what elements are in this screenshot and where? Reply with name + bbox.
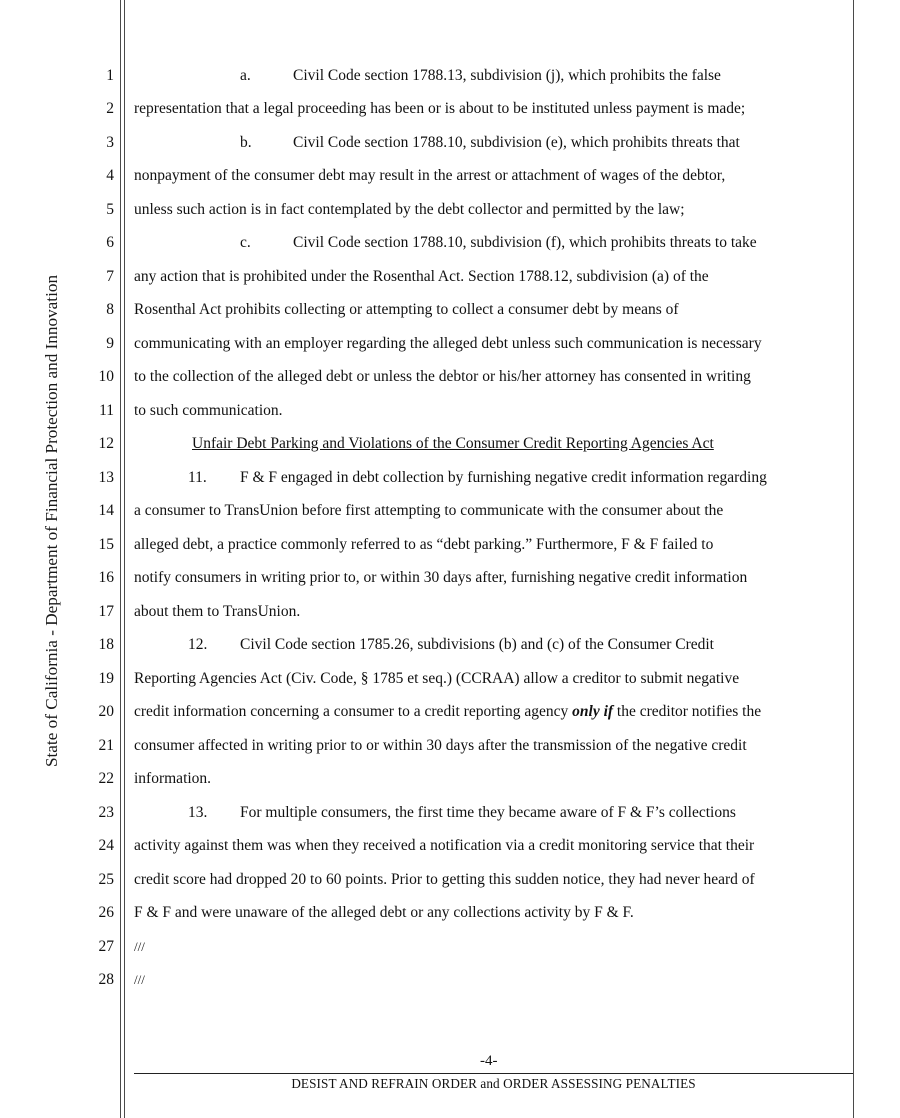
line-number: 4	[106, 167, 114, 184]
line-number: 16	[98, 569, 114, 586]
body-line: alleged debt, a practice commonly referred to as “debt parking.” Furthermore, F & F failed to	[134, 536, 714, 553]
body-line: Civil Code section 1788.10, subdivision (f), which prohibits threats to take	[293, 234, 757, 251]
paragraph-number: 11.	[188, 469, 207, 486]
body-line: a consumer to TransUnion before first attempting to communicate with the consumer about the	[134, 502, 724, 519]
section-heading: Unfair Debt Parking and Violations of the Consumer Credit Reporting Agencies Act	[192, 435, 714, 452]
line-number: 10	[98, 368, 114, 385]
line-number: 20	[98, 703, 114, 720]
left-margin-rule-outer	[120, 0, 121, 1118]
line-number: 14	[98, 502, 114, 519]
body-line: nonpayment of the consumer debt may result in the arrest or attachment of wages of the debtor,	[134, 167, 726, 184]
body-line: any action that is prohibited under the Rosenthal Act. Section 1788.12, subdivision (a) of the	[134, 268, 709, 285]
line-number: 7	[106, 268, 114, 285]
line-number: 18	[98, 636, 114, 653]
paragraph-number: 12.	[188, 636, 208, 653]
line-number: 15	[98, 536, 114, 553]
body-line: Civil Code section 1788.10, subdivision (e), which prohibits threats that	[293, 134, 740, 151]
agency-sidebar-text: State of California - Department of Financial Protection and Innovation	[42, 274, 61, 768]
body-line: Civil Code section 1785.26, subdivisions (b) and (c) of the Consumer Credit	[240, 636, 714, 653]
body-line: For multiple consumers, the first time they became aware of F & F’s collections	[240, 804, 736, 821]
paragraph-number: 13.	[188, 804, 208, 821]
page-number: -4-	[480, 1053, 498, 1069]
line-number: 5	[106, 201, 114, 218]
line-number: 25	[98, 871, 114, 888]
body-line: Rosenthal Act prohibits collecting or attempting to collect a consumer debt by means of	[134, 301, 679, 318]
line-number: 28	[98, 971, 114, 988]
right-margin-rule	[853, 0, 854, 1118]
body-line: about them to TransUnion.	[134, 603, 301, 620]
line-number: 3	[106, 134, 114, 151]
body-line	[134, 702, 761, 722]
body-line: unless such action is in fact contemplated by the debt collector and permitted by the law;	[134, 201, 685, 218]
body-line: to such communication.	[134, 402, 283, 419]
line-number: 19	[98, 670, 114, 687]
body-line: F & F and were unaware of the alleged debt or any collections activity by F & F.	[134, 904, 634, 921]
body-text-segment: the creditor notifies the	[613, 703, 762, 720]
body-line: communicating with an employer regarding the alleged debt unless such communication is necessary	[134, 335, 762, 352]
body-line: to the collection of the alleged debt or unless the debtor or his/her attorney has consented in writing	[134, 368, 751, 385]
line-number: 27	[98, 938, 114, 955]
body-line: credit score had dropped 20 to 60 points. Prior to getting this sudden notice, they had never heard of	[134, 871, 755, 888]
line-number: 6	[106, 234, 114, 251]
body-line: information.	[134, 770, 212, 787]
line-number: 12	[98, 435, 114, 452]
line-number: 11	[99, 402, 114, 419]
continuation-mark: ///	[134, 939, 145, 954]
body-text-segment: credit information concerning a consumer to a credit reporting agency	[134, 703, 573, 720]
list-item-label: a.	[240, 67, 251, 84]
line-number: 1	[106, 67, 114, 84]
body-line: Civil Code section 1788.13, subdivision (j), which prohibits the false	[293, 67, 721, 84]
body-line: representation that a legal proceeding has been or is about to be instituted unless payment is made;	[134, 100, 746, 117]
emphasized-text: only if	[572, 703, 614, 720]
body-line: activity against them was when they received a notification via a credit monitoring service that their	[134, 837, 755, 854]
footer-divider	[134, 1073, 853, 1074]
line-number: 24	[98, 837, 114, 854]
line-number: 17	[98, 603, 114, 620]
line-number: 13	[98, 469, 114, 486]
footer-title: DESIST AND REFRAIN ORDER and ORDER ASSESSING PENALTIES	[291, 1076, 696, 1091]
body-line: F & F engaged in debt collection by furnishing negative credit information regarding	[240, 469, 767, 486]
line-number: 23	[98, 804, 114, 821]
left-margin-rule-inner	[124, 0, 125, 1118]
line-number: 2	[106, 100, 114, 117]
list-item-label: b.	[240, 134, 252, 151]
list-item-label: c.	[240, 234, 251, 251]
body-line: Reporting Agencies Act (Civ. Code, § 1785 et seq.) (CCRAA) allow a creditor to submit negative	[134, 670, 740, 687]
line-number: 26	[98, 904, 114, 921]
body-line: notify consumers in writing prior to, or within 30 days after, furnishing negative credit information	[134, 569, 748, 586]
line-number: 8	[106, 301, 114, 318]
continuation-mark: ///	[134, 972, 145, 987]
line-number: 21	[98, 737, 114, 754]
body-line: consumer affected in writing prior to or within 30 days after the transmission of the negative credit	[134, 737, 747, 754]
line-number: 22	[98, 770, 114, 787]
line-number: 9	[106, 335, 114, 352]
